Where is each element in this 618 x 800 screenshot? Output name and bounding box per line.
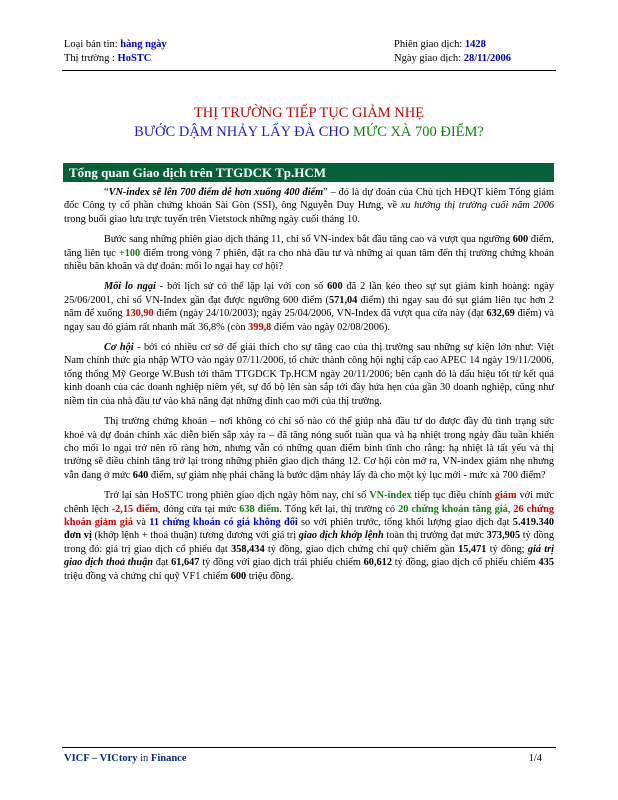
- brand-part-a: VICF – VICtory: [64, 753, 141, 764]
- p6-number: 60,612: [363, 557, 392, 569]
- brand-part-b: in: [140, 753, 149, 764]
- trading-date-value: 28/11/2006: [463, 53, 511, 64]
- headline: [62, 104, 556, 142]
- p6-decliners: 26 chứng khoán giảm giá: [64, 503, 554, 528]
- p3-number: 600: [327, 281, 343, 293]
- p6-text: với mức chênh lệch: [64, 490, 555, 515]
- page-footer: [64, 753, 542, 764]
- p3-number-red: 130,90: [125, 308, 154, 320]
- p6-text: triệu đồng.: [246, 570, 294, 582]
- p6-advancers: 20 chứng khoán tăng giá: [398, 503, 508, 515]
- brand-part-c: Finance: [148, 753, 187, 764]
- headline-line-2: [62, 123, 556, 142]
- p6-text: tỷ đồng với giao dịch trái phiếu chiếm: [199, 557, 364, 569]
- p6-text: tỷ đồng, giao dịch cổ phiếu chiếm: [391, 557, 539, 569]
- p3-text: điểm) thì ngay sau đó sụt giảm liên tục hơn 2 năm để xuống: [64, 294, 555, 320]
- p3-text: điểm vào ngày 02/08/2006).: [271, 321, 391, 333]
- headline-part-b: LẤY ĐÀ CHO: [257, 124, 353, 140]
- p6-text: tiếp tục điều chỉnh: [411, 490, 495, 502]
- p6-number: 435: [538, 557, 554, 569]
- p2-number: 600: [512, 234, 529, 246]
- p2-text: điểm, tăng liên tục: [64, 234, 554, 259]
- paragraph-5: [64, 415, 554, 482]
- headline-part-c: MỨC XÀ 700 ĐIỂM?: [352, 124, 484, 140]
- bulletin-type-value: hàng ngày: [120, 39, 167, 50]
- p6-number: 358,434: [231, 543, 265, 555]
- p1-text: ” – đó là dự đoán của Chủ tịch HĐQT kiêm Tổng giám đốc Công ty cổ phần chứng khoán Sài Gòn (SSI), ông Nguyễn Duy Hưng, về: [64, 187, 554, 212]
- market-label: Thị trường :: [64, 53, 118, 64]
- paragraph-4: [64, 341, 554, 408]
- headline-line-1: THỊ TRƯỜNG TIẾP TỤC GIẢM NHẸ: [193, 105, 425, 121]
- footer-brand: [64, 753, 187, 764]
- p2-text: Bước sang những phiên giao dịch tháng 11, chỉ số VN-index bắt đầu tăng cao và vượt qua ngưỡng: [104, 234, 513, 246]
- paragraph-6: [64, 489, 554, 583]
- p1-quote: VN-index sẽ lên 700 điểm dễ hơn xuống 400 điểm: [108, 187, 324, 198]
- p6-number: 61,647: [171, 557, 200, 569]
- p3-text: điểm (ngày 24/10/2003); ngày 25/04/2006, VN-Index đã vượt qua cửa này (đạt: [153, 308, 487, 320]
- p6-unchanged: 11 chứng khoán có giá không đổi: [149, 516, 298, 528]
- market-value: HoSTC: [117, 53, 152, 64]
- p4-lead: Cơ hội: [104, 342, 134, 354]
- headline-part-a: BƯỚC DẬM NHẢY: [134, 124, 258, 140]
- p6-text: tỷ đồng, giao dịch chứng chỉ quỹ chiếm gần: [264, 543, 459, 555]
- p6-volume: 5.419.340 đơn vị: [64, 516, 554, 542]
- page-number: 1/4: [528, 753, 542, 764]
- p6-index: VN-index: [369, 490, 412, 502]
- article-body: [64, 186, 554, 590]
- p6-text: đạt: [153, 557, 172, 569]
- p6-number: 600: [230, 570, 247, 582]
- p3-number: 571,04: [329, 294, 358, 306]
- p6-close: 638 điểm: [239, 503, 280, 515]
- p6-text: so với phiên trước, tổng khối lượng giao dịch đạt: [297, 516, 513, 528]
- p2-gain: +100: [118, 247, 141, 259]
- p6-text: , đóng cửa tại mức: [157, 503, 240, 515]
- p5-text: Thị trường chứng khoán – nơi không có chỉ số nào có thể giúp nhà đầu tư do được đầy đủ tình trạng sức khoẻ và dự đoán chính xác diễn biến sắp xảy ra – đã tăng nóng suốt tuần qua và hạ nhiệt trong ngày đầu tuần khiến cho mối lo ngại trở nên rõ ràng hơn, nhưng vẫn có những quan điểm bình tĩnh cho rằng: hạ nhiệt là tất yếu và thị trường sẽ điều chỉnh tăng trở lại trong những phiên giao dịch tháng 12. Cơ hội còn mở ra, VN-index giảm nhẹ nhưng vẫn đang ở mức: [64, 416, 554, 481]
- p6-change: -2,15 điểm: [111, 503, 158, 515]
- p1-text: “: [104, 187, 109, 198]
- session-number: [394, 38, 554, 52]
- p1-emphasis: xu hướng thị trường cuối năm 2006: [400, 200, 555, 212]
- p6-text: Trở lại sàn HoSTC trong phiên giao dịch ngày hôm nay, chỉ số: [104, 490, 370, 502]
- p3-number-red: 399,8: [248, 321, 272, 333]
- p5-number: 640: [132, 469, 149, 481]
- market-name: [64, 52, 394, 66]
- p3-text: - bởi lịch sử có thể lặp lại với con số: [155, 281, 328, 293]
- p6-decline: giảm: [494, 490, 517, 502]
- p3-text: điểm) và ngay sau đó giảm rất nhanh mất 36,8% (còn: [64, 308, 554, 333]
- p5-text: điểm, sự giảm nhẹ phải chăng là bước dậm nhảy lấy đà cho một kỷ lục mới - mức xà 700 điểm?: [148, 469, 546, 481]
- bulletin-type-label: Loại bản tin:: [64, 39, 121, 50]
- p6-text: toàn thị trường đạt mức: [383, 530, 487, 542]
- p6-negotiated-label: giá trị giao dịch thoả thuận: [64, 543, 555, 569]
- session-number-value: 1428: [464, 39, 486, 50]
- trading-date-label: Ngày giao dịch:: [394, 53, 464, 64]
- header-row-2: [64, 52, 554, 66]
- header-divider: [62, 70, 556, 71]
- bulletin-header: [64, 38, 554, 66]
- p6-text: tỷ đồng;: [486, 543, 528, 555]
- p6-number: 373,905: [486, 530, 521, 542]
- paragraph-2: [64, 233, 554, 273]
- p6-text: triệu đồng và chứng chỉ quỹ VF1 chiếm: [64, 570, 231, 582]
- p3-text: đã 2 lần kéo theo sự sụt giảm kinh hoàng: ngày 25/06/2001, chỉ số VN-Index gần đạt được ngưỡng 600 điểm (: [64, 281, 554, 306]
- section-heading: Tổng quan Giao dịch trên TTGDCK Tp.HCM: [63, 163, 554, 182]
- p6-text: ,: [507, 503, 514, 515]
- trading-date: [394, 52, 554, 66]
- paragraph-3: [64, 280, 554, 334]
- session-number-label: Phiên giao dịch:: [394, 39, 465, 50]
- p3-lead: Mối lo ngại: [104, 281, 156, 293]
- bulletin-type: [64, 38, 394, 52]
- p1-text: trong buổi giao lưu trực tuyến trên Vietstock những ngày cuối tháng 10.: [64, 213, 360, 225]
- paragraph-1: [64, 186, 554, 226]
- p6-text: (khớp lệnh + thoả thuận) tương đương với giá trị: [91, 530, 299, 542]
- p6-text: và: [132, 516, 150, 528]
- footer-divider: [62, 747, 556, 748]
- p2-text: điểm trong vòng 7 phiên, đặt ra cho nhà đầu tư và những ai quan tâm đến thị trường chứng khoán nhiều băn khoăn và dự đoán: mối lo ngại hay cơ hội?: [64, 247, 554, 273]
- p6-number: 15,471: [458, 543, 487, 555]
- p6-matched-label: giao dịch khớp lệnh: [298, 530, 384, 542]
- p4-text: - bởi có nhiều cơ sở để giải thích cho sự tăng cao của thị trường sau những sự kiện lớn như: Việt Nam chính thức gia nhập WTO vào ngày 07/11/2006, tổ chức thành công hội nghị cấp cao APEC 14 ngày 19/11/2006, tổng thống Mỹ George W.Bush tới thăm TTGDCK Tp.HCM ngày 20/11/2006; bên cạnh đó là dấu hiệu tốt từ kết quả kinh doanh của các doanh nghiệp niêm yết, sự đổ bộ lên sàn sắp tới đầy hứa hẹn của gần 30 doanh nghiệp, cũng như niềm tin của nhà đầu tư vào khả năng đạt những đỉnh cao mới của thị trường.: [64, 342, 554, 407]
- p3-number: 632,69: [486, 308, 515, 320]
- p6-text: tỷ đồng trong đó: giá trị giao dịch cổ phiếu đạt: [64, 530, 555, 555]
- header-row-1: [64, 38, 554, 52]
- p6-text: . Tổng kết lại, thị trường có: [279, 503, 399, 515]
